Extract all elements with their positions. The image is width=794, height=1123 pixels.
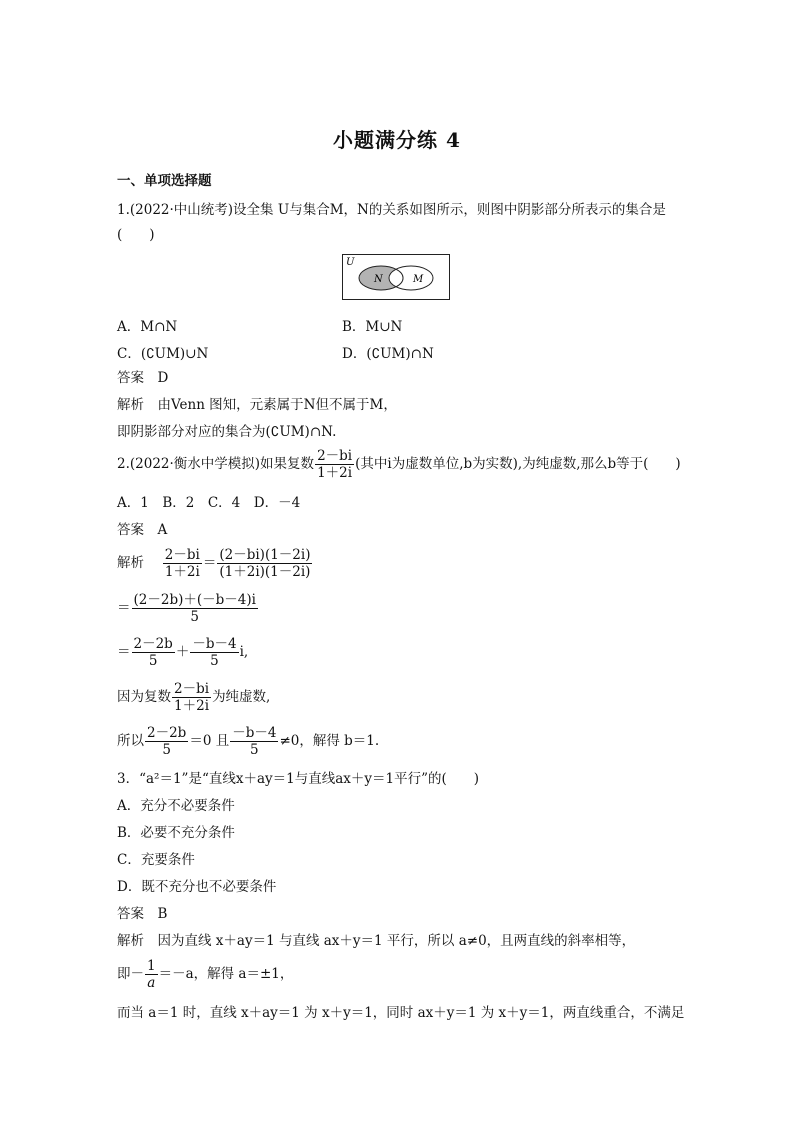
analysis-label: 解析	[117, 555, 144, 571]
q3-analysis-2	[117, 958, 293, 991]
section-heading: 一、单项选择题	[117, 173, 212, 189]
analysis-fraction	[172, 681, 211, 714]
analysis-text: ＝－a，解得 a＝±1，	[158, 966, 294, 982]
q3-option-c: C．充要条件	[117, 852, 195, 868]
fraction-denominator: (1＋2i)(1－2i)	[219, 564, 311, 580]
q3-option-a: A．充分不必要条件	[117, 798, 235, 814]
q2-analysis-1: 解析 $\frac{2-bi}{1+2i}$ ＝ $\frac{(2-bi)(1-2i)}{(1+2i)(1-2i)}$	[117, 547, 311, 580]
q2-stem	[117, 448, 681, 481]
q1-analysis-1: 解析 由Venn 图知，元素属于N但不属于M，	[117, 397, 397, 413]
q3-answer: 答案 B	[117, 906, 168, 922]
fraction-denominator: 5	[210, 653, 219, 669]
q2-analysis-4	[117, 681, 270, 714]
q2-stem-post: (其中i为虚数单位,b为实数),为纯虚数,那么b等于( )	[355, 456, 681, 472]
analysis-fraction	[230, 725, 278, 758]
analysis-fraction	[132, 592, 258, 625]
venn-label-m: M	[413, 274, 424, 285]
analysis-text: 所以	[117, 733, 144, 749]
analysis-text: 即－	[117, 966, 144, 982]
analysis-text: 因为复数	[117, 689, 171, 705]
set-m-ellipse	[389, 266, 433, 290]
fraction-denominator: 5	[250, 742, 259, 758]
analysis-text: 为纯虚数,	[212, 689, 271, 705]
fraction-numerator: 2－bi	[317, 448, 353, 464]
fraction-denominator: 1＋2i	[164, 564, 200, 580]
page-title: 小题满分练 4	[333, 128, 461, 152]
q3-option-b: B．必要不充分条件	[117, 825, 235, 841]
analysis-fraction	[145, 958, 158, 991]
analysis-fraction	[145, 725, 188, 758]
venn-label-u: U	[346, 257, 355, 268]
analysis-fraction-lhs	[163, 547, 202, 580]
fraction-denominator: 5	[162, 742, 171, 758]
q1-option-c: C．(∁UM)∪N	[117, 346, 209, 362]
fraction-numerator: 2－bi	[174, 681, 210, 697]
q3-stem: 3．“a²＝1”是“直线x＋ay＝1与直线ax＋y＝1平行”的( )	[117, 771, 480, 787]
q2-analysis-2: ＝ $\frac{(2-2b)+(-b-4)i}{5}$	[117, 592, 256, 625]
q1-option-b: B．M∪N	[342, 319, 403, 335]
q2-stem-fraction	[315, 448, 354, 481]
q1-option-a: A．M∩N	[117, 319, 178, 335]
q1-stem: 1.(2022·中山统考)设全集 U与集合M，N的关系如图所示，则图中阴影部分所表示的集合是	[117, 202, 666, 218]
venn-diagram	[342, 254, 450, 300]
fraction-denominator: 5	[148, 653, 158, 669]
q1-option-d: D．(∁UM)∩N	[342, 346, 434, 362]
q2-options: A．1 B．2 C．4 D．－4	[117, 495, 301, 511]
venn-label-n: N	[374, 274, 383, 285]
fraction-numerator: －b－4	[232, 725, 277, 741]
q2-analysis-3: ＝ $\frac{2-2b}{5}$ ＋ $\frac{-b-4}{5}$ i,	[117, 636, 249, 669]
fraction-numerator: 2－bi	[164, 547, 200, 563]
fraction-denominator: 5	[190, 609, 200, 625]
q1-analysis-2: 即阴影部分对应的集合为(∁UM)∩N.	[117, 424, 337, 440]
q2-stem-pre: 2.(2022·衡水中学模拟)如果复数	[117, 456, 315, 472]
fraction-numerator: 2－2b	[133, 636, 173, 652]
analysis-fraction-real	[132, 636, 175, 669]
analysis-text: ＝0 且	[189, 733, 230, 749]
q1-paren: ( )	[117, 227, 155, 243]
imaginary-unit: i,	[239, 644, 249, 660]
fraction-numerator: (2－bi)(1－2i)	[219, 547, 311, 563]
fraction-numerator: 1	[147, 958, 156, 974]
q3-option-d: D．既不充分也不必要条件	[117, 879, 277, 895]
q2-answer: 答案 A	[117, 522, 168, 538]
fraction-numerator: －b－4	[192, 636, 237, 652]
fraction-denominator: a	[147, 975, 156, 991]
analysis-text: ≠0，解得 b＝1.	[279, 733, 380, 749]
q1-answer: 答案 D	[117, 370, 169, 386]
q3-analysis-1: 解析 因为直线 x＋ay＝1 与直线 ax＋y＝1 平行，所以 a≠0，且两直线的斜率相等，	[117, 933, 636, 949]
analysis-fraction-imag	[190, 636, 238, 669]
fraction-numerator: 2－2b	[147, 725, 187, 741]
fraction-denominator: 1＋2i	[174, 698, 210, 714]
q3-analysis-3: 而当 a＝1 时，直线 x＋ay＝1 为 x＋y＝1，同时 ax＋y＝1 为 x＋y＝1，两直线重合，不满足	[117, 1005, 685, 1021]
q2-analysis-5	[117, 725, 379, 758]
fraction-numerator: (2－2b)＋(－b－4)i	[133, 592, 256, 608]
fraction-denominator: 1＋2i	[317, 465, 353, 481]
analysis-fraction-rhs	[217, 547, 312, 580]
